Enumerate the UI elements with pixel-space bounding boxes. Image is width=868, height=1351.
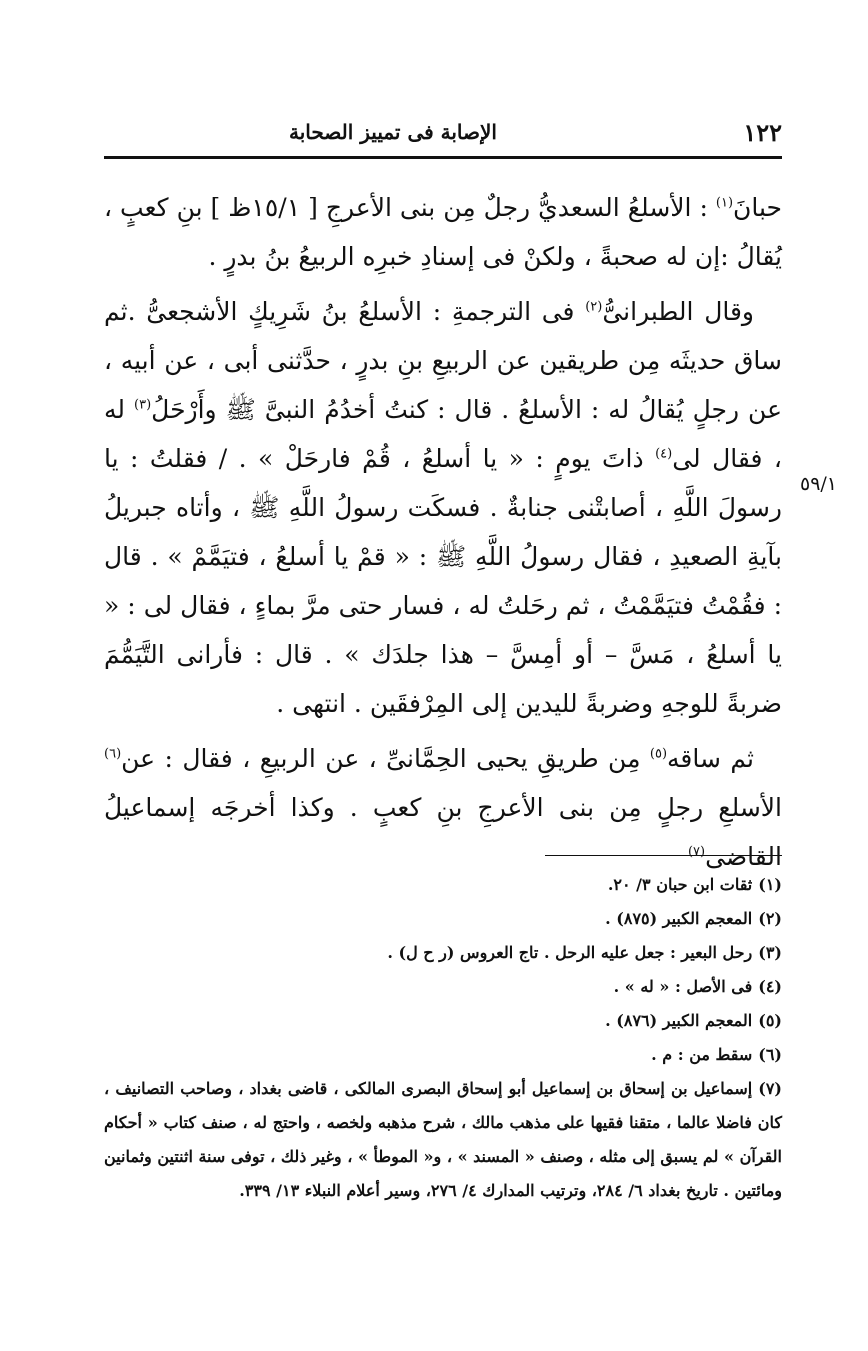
text-run: مِن طريقِ يحيى الحِمَّانىِّ ، عن الربيعِ ، فقال : عن: [121, 744, 650, 773]
footnote-number: (٥): [758, 1011, 782, 1030]
main-text: [104, 183, 782, 887]
footnote-6: [104, 1038, 782, 1072]
footnote-5: [104, 1004, 782, 1038]
text-run: له ، فقال لى: [104, 395, 782, 473]
footnote-ref-4: (٤): [655, 446, 673, 462]
header-rule: [104, 156, 782, 159]
footnote-ref-7: (٧): [687, 844, 706, 860]
footnote-text: إسماعيل بن إسحاق بن إسماعيل أبو إسحاق البصرى المالكى ، قاضى بغداد ، وصاحب التصانيف ، كان فاضلا عالما ، متقنا فقيها على مذهب مالك ، شرح مذهبه ولخصه ، واحتج له ، صنف كتاب « أحكام القرآن » لم يسبق إلى مثله ، وصنف « المسند » ، و« الموطأ » ، وغير ذلك ، توفى سنة اثنتين وثمانين ومائتين . تاريخ بغداد ٦/ ٢٨٤، وترتيب المدارك ٤/ ٢٧٦، وسير أعلام النبلاء ١٣/ ٣٣٩.: [103, 1079, 782, 1200]
footnote-text: رحل البعير : جعل عليه الرحل . تاج العروس (ر ح ل) .: [387, 943, 753, 962]
footnote-number: (٢): [758, 909, 782, 928]
page-header: [104, 112, 782, 152]
footnote-4: [104, 970, 782, 1004]
footnote-3: [104, 936, 782, 970]
footnote-number: (٦): [758, 1045, 782, 1064]
footnote-text: سقط من : م .: [651, 1045, 753, 1064]
footnote-text: ثقات ابن حبان ٣/ ٢٠.: [607, 875, 753, 894]
footnote-ref-5: (٥): [649, 746, 668, 762]
footnote-2: [104, 902, 782, 936]
page-number: ١٢٢: [743, 117, 782, 147]
footnote-ref-6: (٦): [104, 746, 122, 762]
footnote-ref-2: (٢): [585, 299, 603, 315]
text-run: ثم ساقه: [667, 744, 754, 773]
footnote-1: [104, 868, 782, 902]
manuscript-folio-note: ٥٩/١: [800, 473, 838, 495]
footnote-text: المعجم الكبير (٨٧٦) .: [605, 1011, 753, 1030]
text-run: ذاتَ يومٍ : « يا أسلعُ ، قُمْ فارحَلْ » . / فقلتُ : يا رسولَ اللَّهِ ، أصابتْنى جنابةٌ . فسكَت رسولُ اللَّهِ ﷺ ، وأتاه جبريلُ بآيةِ الصعيدِ ، فقال رسولُ اللَّهِ ﷺ : « قمْ يا أسلعُ ، فتيَمَّمْ » . قال : فقُمْتُ فتيَمَّمْتُ ، ثم رحَلتُ له ، فسار حتى مرَّ بماءٍ ، فقال لى : « يا أسلعُ ، مَسَّ – أو أمِسَّ – هذا جلدَك » . قال : فأرانى التَّيَمُّمَ ضربةً للوجهِ وضربةً لليدين إلى المِرْفقَين . انتهى .: [104, 444, 782, 718]
footnotes: [104, 868, 782, 1208]
footnote-ref-3: (٣): [134, 397, 152, 413]
running-title: الإصابة فى تمييز الصحابة: [289, 120, 497, 144]
text-run: : الأسلعُ السعديُّ رجلٌ مِن بنى الأعرجِ [ ١٥/١ظ ] بنِ كعبٍ ، يُقالُ :إن له صحبةً ، ولكنْ فى إسنادِ خبرِه الربيعُ بنُ بدرٍ .: [104, 193, 782, 271]
paragraph-3: [104, 734, 782, 881]
paragraph-1: [104, 183, 782, 281]
footnote-number: (٣): [758, 943, 782, 962]
text-run: الأسلعِ رجلٍ مِن بنى الأعرجِ بنِ كعبٍ . وكذا أخرجَه إسماعيلُ القاضى: [104, 793, 782, 871]
footnote-ref-1: (١): [715, 195, 734, 211]
text-run: وقال الطبرانىُّ: [602, 297, 754, 326]
footnote-number: (٧): [758, 1079, 782, 1098]
text-run: فى الترجمةِ : الأسلعُ بنُ شَرِيكٍ الأشجعىُّ .ثم ساق حديثَه مِن طريقين عن الربيعِ بنِ بدرٍ ، حدَّثنى أبى ، عن أبيه ، عن رجلٍ يُقالُ له : الأسلعُ . قال : كنتُ أخدُمُ النبىَّ ﷺ وأَرْحَلُ: [104, 297, 783, 424]
text-run: حبانَ: [733, 193, 782, 222]
footnote-number: (٤): [758, 977, 782, 996]
footnote-text: فى الأصل : « له » .: [613, 977, 753, 996]
footnote-7: [104, 1072, 782, 1208]
footnote-number: (١): [758, 875, 782, 894]
footnote-text: المعجم الكبير (٨٧٥) .: [605, 909, 753, 928]
paragraph-2: [104, 287, 782, 728]
footnote-separator: [545, 855, 782, 856]
